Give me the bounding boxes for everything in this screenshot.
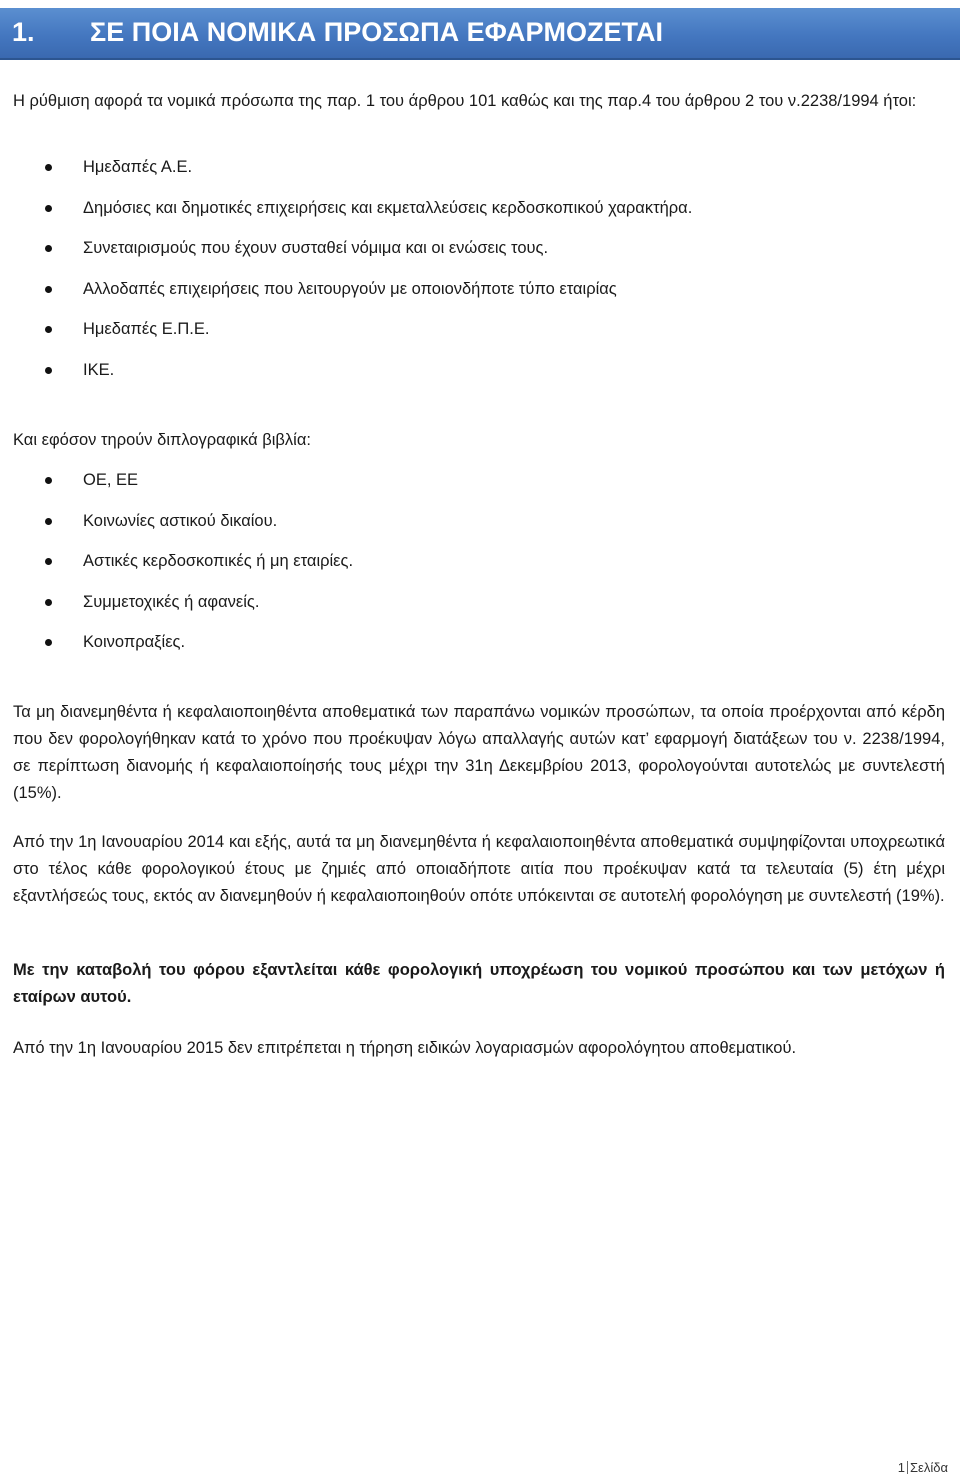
special-accounts-paragraph: Από την 1η Ιανουαρίου 2015 δεν επιτρέπεται η τήρηση ειδικών λογαριασμών αφορολόγητου αποθεματικού. [13, 1039, 797, 1057]
intro-paragraph: Η ρύθμιση αφορά τα νομικά πρόσωπα της παρ. 1 του άρθρου 101 καθώς και της παρ.4 του άρθρου 2 του ν.2238/1994 ήτοι: [13, 92, 917, 110]
list-item: Αλλοδαπές επιχειρήσεις που λειτουργούν με οποιονδήποτε τύπο εταιρίας [0, 276, 940, 317]
footer-divider [907, 1461, 908, 1474]
tax-exhaustion-paragraph: Με την καταβολή του φόρου εξαντλείται κάθε φορολογική υποχρέωση του νομικού προσώπου και των μετόχων ή εταίρων αυτού. [13, 961, 945, 1006]
list-item: Κοινωνίες αστικού δικαίου. [0, 508, 940, 549]
page-label: Σελίδα [910, 1460, 948, 1475]
bullet-icon [45, 286, 52, 293]
bullet-icon [45, 477, 52, 484]
bullet-icon [45, 599, 52, 606]
offset-paragraph: Από την 1η Ιανουαρίου 2014 και εξής, αυτά τα μη διανεμηθέντα ή κεφαλαιοποιηθέντα αποθεματικά συμψηφίζονται υποχρεωτικά στο τέλος κάθε φορολογικού έτους με ζημιές από οποιαδήποτε αιτία που προέκυψαν κατά τα τελευταία (5) έτη μέχρι εξαντλήσεώς τους, εκτός αν διανεμηθούν ή κεφαλαιοποιηθούν οπότε υπόκεινται σε αυτοτελή φορολόγηση με συντελεστή (19%). [13, 833, 945, 905]
page-number: 1 [897, 1460, 906, 1475]
list-item: Κοινοπραξίες. [0, 629, 940, 670]
list-item: Ημεδαπές Α.Ε. [0, 154, 940, 195]
page-footer [898, 1460, 948, 1475]
reserves-paragraph: Τα μη διανεμηθέντα ή κεφαλαιοποιηθέντα αποθεματικά των παραπάνω νομικών προσώπων, τα οποία προέρχονται από κέρδη που δεν φορολογήθηκαν κατά το χρόνο που προέκυψαν λόγω απαλλαγής αυτών κατ’ εφαρμογή διατάξεων του ν. 2238/1994, σε περίπτωση διανομής ή κεφαλαιοποίησής τους μέχρι την 31η Δεκεμβρίου 2013, φορολογούνται αυτοτελώς με συντελεστή (15%). [13, 703, 945, 802]
bullet-icon [45, 326, 52, 333]
section-number: 1. [12, 17, 35, 47]
bullet-icon [45, 639, 52, 646]
list-item: Ημεδαπές Ε.Π.Ε. [0, 316, 940, 357]
bookkeeping-entity-list [0, 467, 940, 670]
bullet-icon [45, 205, 52, 212]
list-item: Δημόσιες και δημοτικές επιχειρήσεις και εκμεταλλεύσεις κερδοσκοπικού χαρακτήρα. [0, 195, 940, 236]
list-item: Συμμετοχικές ή αφανείς. [0, 589, 940, 630]
bullet-icon [45, 367, 52, 374]
bullet-icon [45, 164, 52, 171]
bullet-icon [45, 558, 52, 565]
entity-list [0, 154, 940, 397]
list-item: Συνεταιρισμούς που έχουν συσταθεί νόμιμα και οι ενώσεις τους. [0, 235, 940, 276]
list-item: ΙΚΕ. [0, 357, 940, 398]
list-item: Αστικές κερδοσκοπικές ή μη εταιρίες. [0, 548, 940, 589]
bullet-icon [45, 245, 52, 252]
list-item: ΟΕ, ΕΕ [0, 467, 940, 508]
section-heading-bar [0, 8, 960, 60]
section-title: ΣΕ ΠΟΙΑ ΝΟΜΙΚΑ ΠΡΟΣΩΠΑ ΕΦΑΡΜΟΖΕΤΑΙ [90, 17, 663, 47]
bullet-icon [45, 518, 52, 525]
condition-paragraph: Και εφόσον τηρούν διπλογραφικά βιβλία: [13, 431, 311, 449]
